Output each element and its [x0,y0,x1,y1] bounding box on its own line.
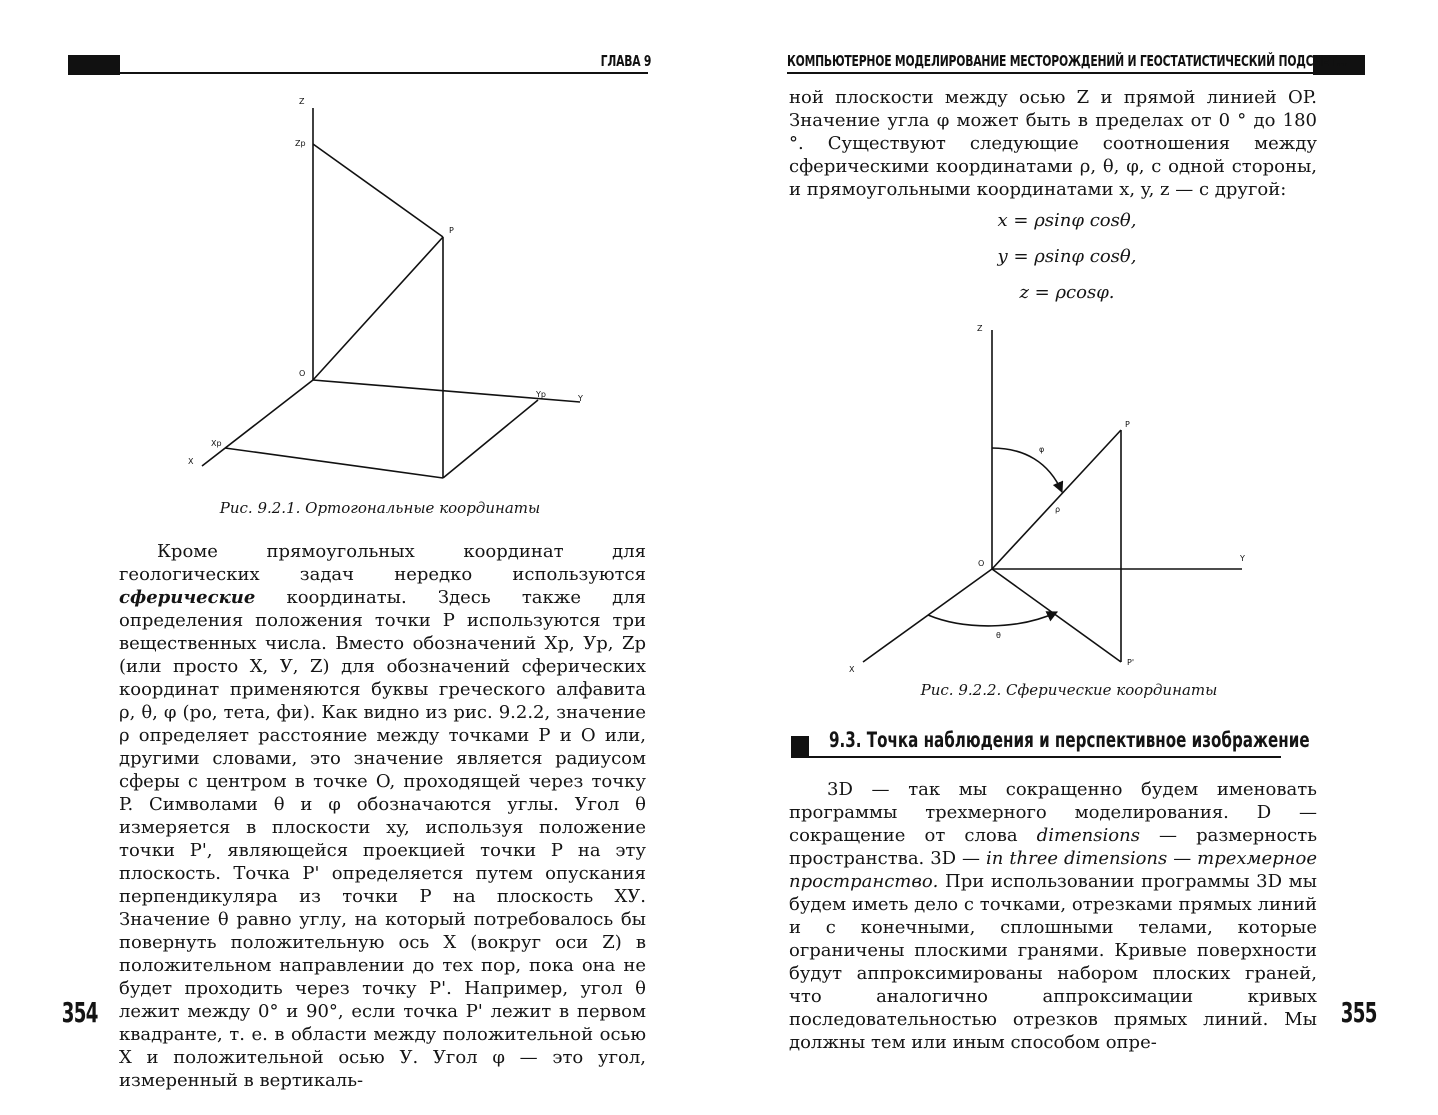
left-paragraph [119,540,646,1092]
point-p-label: P [449,226,454,235]
section-title: 9.3. Точка наблюдения и перспективное изображение [829,728,1310,752]
right-paragraph-2 [789,778,1317,1054]
spherical-coordinates-figure [719,0,1438,700]
xp-label: Xp [211,439,222,448]
paragraph-text-1: Кроме прямоугольных координат для геологических задач нередко используются [119,541,646,585]
rho-label: ρ [1055,505,1061,514]
x-axis-label-2: X [849,665,855,674]
page-number-left: 354 [61,996,98,1029]
p2-text-2: — размерность пространства. 3D — [789,825,1317,869]
z-axis-label: Z [299,97,305,106]
origin-label-2: O [978,559,985,568]
p2-text-1: 3D — так мы сокращенно будем именовать программы трехмерного моделирования. D — сокращение от слова [789,779,1317,846]
right-paragraph-1: ной плоскости между осью Z и прямой линией OP. Значение угла φ может быть в пределах от 0 ° до 180 °. Существуют следующие соотношения между сферическими координатами ρ, θ, φ, с одной стороны, и прямоугольными координатами x, y, z — с другой: [789,87,1317,200]
z-axis-label-2: Z [977,324,983,333]
zp-label: Zp [295,139,306,148]
paragraph-text-2: координаты. Здесь также для определения положения точки P используются три вещественных числа. Вместо обозначений Xp, Уp, Zp (или просто X, У, Z) для обозначений сферических координат применяются буквы греческого алфавита ρ, θ, φ (ро, тета, фи). Как видно из рис. 9.2.2, значение ρ определяет расстояние между точками P и O или, другими словами, это значение является радиусом сферы с центром в точке O, проходящей через точку P. Символами θ и φ обозначаются углы. Угол θ измеряется в плоскости xy, используя положение точки P', являющейся проекцией точки P на эту плоскость. Точка P' определяется путем опускания перпендикуляра из точки P на плоскость XУ. Значение θ равно углу, на который потребовалось бы повернуть положительную ось X (вокруг оси Z) в положительном направлении до тех пор, пока она не будет проходить через точку P'. Например, угол θ лежит между 0° и 90°, если точка P' лежит в первом квадранте, т. е. в области между положительной осью X и положительной осью У. Угол φ — это угол, измеренный в вертикаль- [119,587,646,1091]
formula-x: x = ρsinφ cosθ, [997,210,1137,231]
origin-label: O [299,369,306,378]
right-page [719,0,1438,1115]
p-prime-label: P' [1127,658,1135,667]
figure-caption-9-2-2: Рис. 9.2.2. Сферические координаты [920,681,1218,699]
y-axis-label-2: Y [1240,554,1245,563]
theta-angle-label: θ [996,631,1001,640]
phi-angle-label: φ [1039,445,1045,454]
section-heading [791,728,1310,758]
p2-text-3: При использовании программы 3D мы будем иметь дело с точками, отрезками прямых линий и с конечными, сплошными телами, которые ограничены плоскими гранями. Кривые поверхности будут аппроксимированы набором плоских граней, что аналогично аппроксимации кривых последовательностью отрезков прямых линий. Мы должны тем или иным способом опре- [789,871,1317,1053]
left-body-text [119,540,646,1092]
running-header: КОМПЬЮТЕРНОЕ МОДЕЛИРОВАНИЕ МЕСТОРОЖДЕНИЙ И ГЕОСТАТИСТИЧЕСКИЙ ПОДСЧЕТ... [787,52,1348,70]
point-p-label-2: P [1125,420,1130,429]
section-marker [791,736,809,756]
orthogonal-coordinates-figure [0,0,719,500]
page-number-right: 355 [1340,996,1377,1029]
right-body-text-2 [789,778,1317,1054]
formula-z: z = ρcosφ. [1019,282,1115,303]
section-rule [791,756,1281,758]
p2-em-dimensions: dimensions [1036,825,1140,846]
figure-caption-9-2-1: Рис. 9.2.1. Ортогональные координаты [219,499,541,517]
emphasis-spherical: сферические [119,587,256,608]
y-axis-label: Y [578,394,583,403]
x-axis-label: X [188,457,194,466]
yp-label: Yp [536,390,546,399]
chapter-header: ГЛАВА 9 [600,52,651,70]
p2-em-three-dimensions: in three dimensions — трехмерное пространство. [789,848,1317,892]
formula-y: y = ρsinφ cosθ, [997,246,1137,267]
